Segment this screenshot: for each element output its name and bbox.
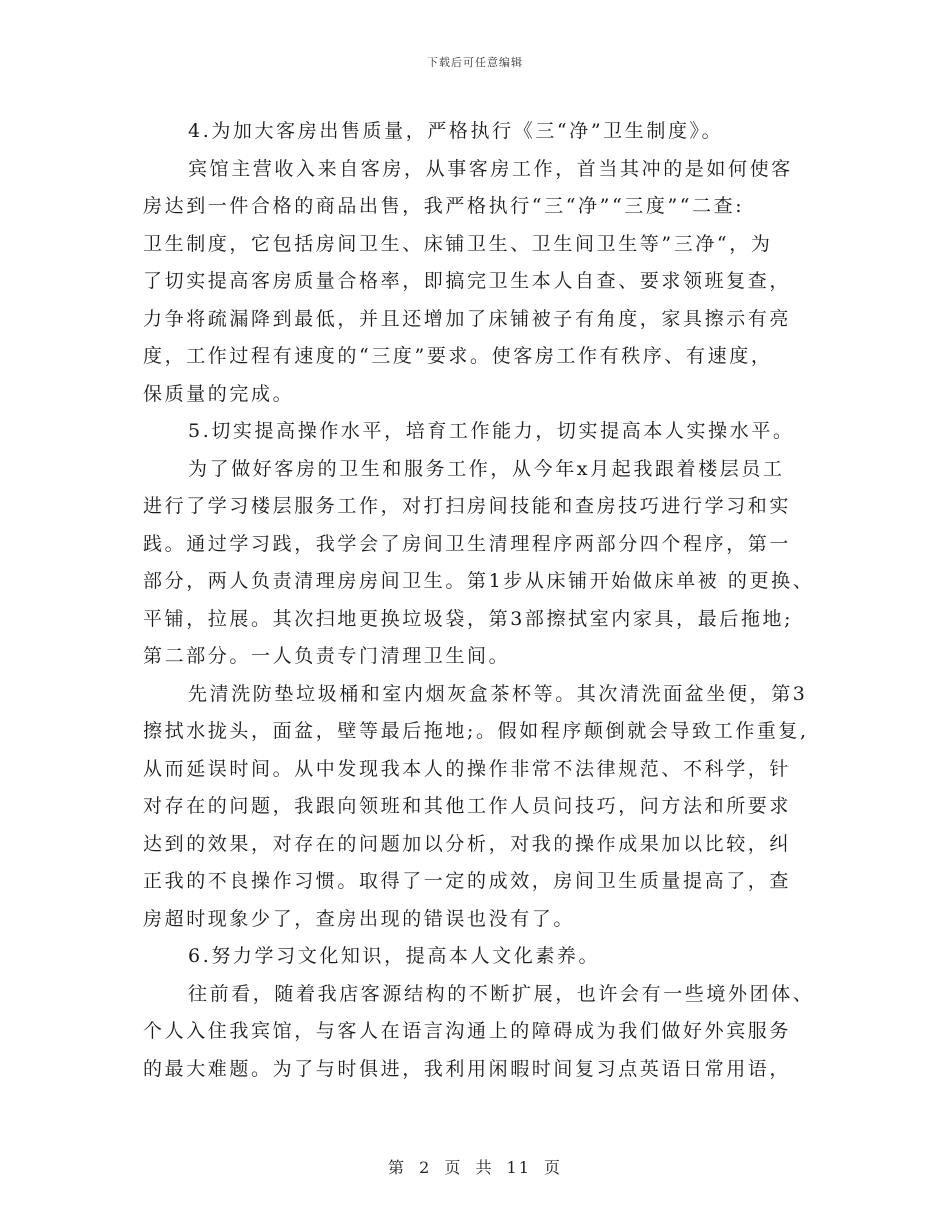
text-line: 先清洗防垫垃圾桶和室内烟灰盒茶杯等。其次清洗面盆坐便，第3 [188, 682, 808, 705]
text-line: 4.为加大客房出售质量，严格执行《三“净”卫生制度》。 [188, 120, 724, 142]
text-line: 践。通过学习践，我学会了房间卫生清理程序两部分四个程序，第一 [143, 532, 792, 555]
text-line: 宾馆主营收入来自客房，从事客房工作，首当其冲的是如何使客 [188, 157, 793, 180]
text-line: 房超时现象少了，查房出现的错误也没有了。 [143, 907, 576, 930]
text-line: 第二部分。一人负责专门清理卫生间。 [143, 645, 511, 667]
page-header: 下载后可任意编辑 [427, 56, 523, 69]
text-line: 往前看，随着我店客源结构的不断扩展，也许会有一些境外团体、 [188, 982, 815, 1005]
text-line: 个人入住我宾馆，与客人在语言沟通上的障碍成为我们做好外宾服务 [143, 1020, 792, 1042]
text-line: 达到的效果，对存在的问题加以分析，对我的操作成果加以比较，纠 [143, 832, 792, 855]
text-line: 保质量的完成。 [143, 382, 295, 405]
text-line: 正我的不良操作习惯。取得了一定的成效，房间卫生质量提高了，查 [143, 870, 792, 892]
text-line: 对存在的问题，我跟向领班和其他工作人员问技巧，问方法和所要求 [143, 795, 792, 817]
text-line: 从而延误时间。从中发现我本人的操作非常不法律规范、不科学，针 [143, 757, 792, 780]
text-line: 为了做好客房的卫生和服务工作，从今年x月起我跟着楼层员工 [188, 457, 785, 480]
text-line: 度，工作过程有速度的“三度”要求。使客房工作有秩序、有速度， [143, 345, 773, 367]
document-body [143, 113, 815, 1088]
text-line: 部分，两人负责清理房房间卫生。第1步从床铺开始做床单被 的更换、 [143, 570, 815, 592]
text-line: 平铺，拉展。其次扫地更换垃圾袋，第3部擦拭室内家具，最后拖地; [143, 607, 794, 630]
text-line: 进行了学习楼层服务工作，对打扫房间技能和查房技巧进行学习和实 [143, 495, 792, 517]
text-line: 了切实提高客房质量合格率，即搞完卫生本人自查、要求领班复查， [143, 270, 792, 292]
text-line: 卫生制度，它包括房间卫生、床铺卫生、卫生间卫生等”三净“，为 [143, 232, 773, 255]
text-line: 力争将疏漏降到最低，并且还增加了床铺被子有角度，家具擦示有亮 [143, 307, 792, 330]
text-line: 5.切实提高操作水平，培育工作能力，切实提高本人实操水平。 [188, 420, 795, 442]
text-line: 房达到一件合格的商品出售，我严格执行“三“净”“三度”“二查: [143, 195, 745, 217]
page-footer: 第 2 页 共 11 页 [388, 1158, 562, 1177]
text-line: 擦拭水拢头，面盆，壁等最后拖地;。假如程序颠倒就会导致工作重复, [143, 720, 809, 742]
text-line: 6.努力学习文化知识，提高本人文化素养。 [188, 945, 601, 967]
text-line: 的最大难题。为了与时俱进，我利用闲暇时间复习点英语日常用语， [143, 1057, 792, 1080]
